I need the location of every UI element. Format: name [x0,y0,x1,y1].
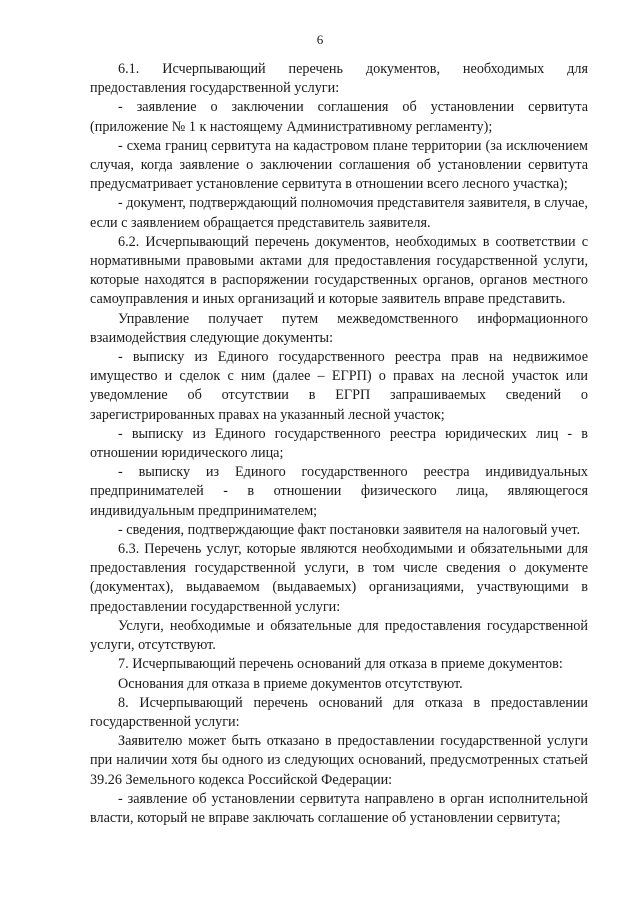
paragraph-8-refusal-grounds: Заявителю может быть отказано в предоставлении государственной услуги при наличии хотя бы одного из следующих оснований, предусмотренных статьей 39.26 Земельного кодекса Российской Федерации: [90,733,588,788]
page-number: 6 [316,32,324,47]
list-item-egrul-extract: - выписку из Единого государственного реестра юридических лиц - в отношении юридического лица; [90,425,588,462]
list-item-egrp-extract: - выписку из Единого государственного реестра прав на недвижимое имущество и сделок с ним (далее – ЕГРП) о правах на лесной участок или уведомление об отсутствии в ЕГРП запрашиваемых сведений о зарегистрированных правах на указанный лесной участок; [90,349,588,423]
paragraph-interagency: Управление получает путем межведомственного информационного взаимодействия следующие документы: [90,310,588,346]
list-item-tax-registration: - сведения, подтверждающие факт постановки заявителя на налоговый учет. [118,521,581,538]
paragraph-6-1-heading: 6.1. Исчерпывающий перечень документов, необходимых для предоставления государственной услуги: [90,61,588,97]
document-body [90,60,588,828]
paragraph-7-grounds-absent: Основания для отказа в приеме документов отсутствуют. [118,675,463,692]
paragraph-services-absent: Услуги, необходимые и обязательные для предоставления государственной услуги, отсутствуют. [90,617,588,654]
list-item-boundary-scheme: - схема границ сервитута на кадастровом плане территории (за исключением случая, когда заявление о заключении соглашения об установлении сервитута предусматривает установление сервитута в отношении всего лесного участка); [90,137,588,193]
paragraph-6-3: 6.3. Перечень услуг, которые являются необходимыми и обязательными для предоставления государственной услуги, в том числе сведения о документе (документах), выдаваемом (выдаваемых) организациями, участвующими в предоставлении государственной услуги: [90,541,588,615]
list-item-egrip-extract: - выписку из Единого государственного реестра индивидуальных предпринимателей - в отношении физического лица, являющегося индивидуальным предпринимателем; [90,464,588,519]
paragraph-8-heading: 8. Исчерпывающий перечень оснований для отказа в предоставлении государственной услуги: [90,694,588,730]
paragraph-7-heading: 7. Исчерпывающий перечень оснований для отказа в приеме документов: [118,656,563,673]
paragraph-6-2: 6.2. Исчерпывающий перечень документов, необходимых в соответствии с нормативными правовыми актами для предоставления государственной услуги, которые находятся в распоряжении государственных органов, органов местного самоуправления и иных организаций и которые заявитель вправе представить. [90,233,588,308]
list-item-application: - заявление о заключении соглашения об установлении сервитута (приложение № 1 к настоящему Административному регламенту); [90,99,588,135]
list-item-wrong-authority: - заявление об установлении сервитута направлено в орган исполнительной власти, который не вправе заключать соглашение об установлении сервитута; [90,790,588,826]
list-item-representative-document: - документ, подтверждающий полномочия представителя заявителя, в случае, если с заявлением обращается представитель заявителя. [90,195,588,231]
